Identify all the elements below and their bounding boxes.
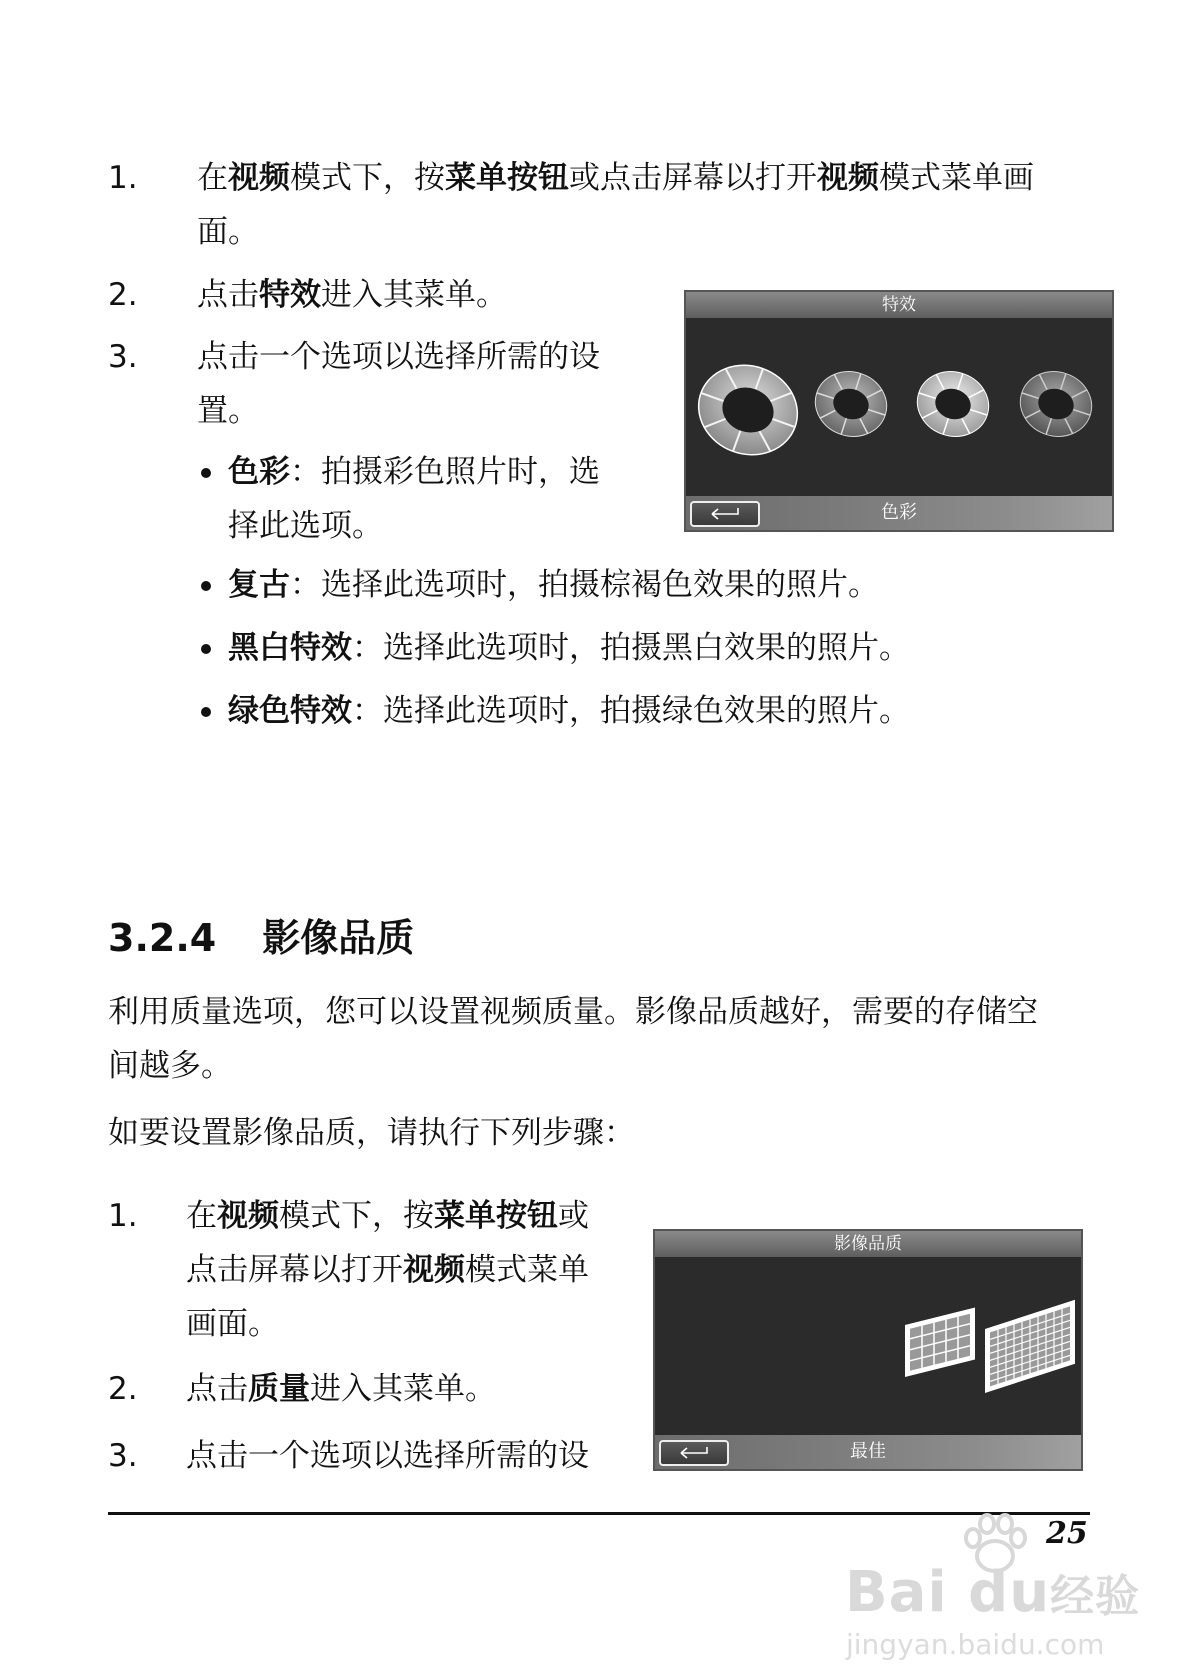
bullet-item: 绿色特效：选择此选项时，拍摄绿色效果的照片。 <box>228 693 910 729</box>
wheel-sepia-icon <box>807 362 895 445</box>
text-run: 模式菜单 <box>465 1252 589 1288</box>
text-run: 或 <box>558 1198 589 1234</box>
intro-text: 利用质量选项，您可以设置视频质量。影像品质越好，需要的存储空 <box>108 994 1038 1030</box>
text-run: 模式下，按 <box>279 1198 434 1234</box>
effects-screen <box>684 290 1114 532</box>
watermark-brand <box>845 1560 1140 1625</box>
step-number: 3. <box>108 1438 138 1474</box>
section-heading: 3.2.4 影像品质 <box>108 916 415 960</box>
bold-term: 视频 <box>228 160 290 196</box>
step-text <box>197 275 507 315</box>
step-text-cont: 面。 <box>197 214 259 250</box>
bullet-item: 色彩：拍摄彩色照片时，选 <box>228 454 600 490</box>
footer-rule <box>108 1512 1090 1515</box>
step-text <box>197 337 600 377</box>
back-arrow-icon <box>661 1442 727 1464</box>
text-run: 模式下，按 <box>290 160 445 196</box>
bullet-item: 复古：选择此选项时，拍摄棕褐色效果的照片。 <box>228 567 879 603</box>
bullet-dot <box>201 581 211 591</box>
step-number: 2. <box>108 1371 138 1407</box>
text-run: 点击 <box>186 1371 248 1407</box>
text-run: 点击一个选项以选择所需的设 <box>197 339 600 375</box>
step-text <box>186 1196 589 1236</box>
back-arrow-icon <box>692 503 758 525</box>
screen-title: 特效 <box>686 292 1112 318</box>
back-button[interactable] <box>690 501 760 527</box>
screen-selected-label: 最佳 <box>655 1435 1081 1469</box>
text-run: 或点击屏幕以打开 <box>569 160 817 196</box>
bold-term: 视频 <box>403 1252 465 1288</box>
bold-term: 菜单按钮 <box>445 160 569 196</box>
page-number: 25 <box>1046 1516 1088 1551</box>
bold-term: 特效 <box>259 277 321 313</box>
step-number: 3. <box>108 339 138 375</box>
wheel-green-icon <box>1012 362 1100 445</box>
screen-title: 影像品质 <box>655 1231 1081 1257</box>
quality-best-icon <box>985 1300 1075 1393</box>
step-text-cont: 置。 <box>197 393 259 429</box>
bold-term: 视频 <box>217 1198 279 1234</box>
bold-term: 质量 <box>248 1371 310 1407</box>
step-number: 1. <box>108 160 138 196</box>
text-run: 点击屏幕以打开 <box>186 1252 403 1288</box>
screen-selected-label: 色彩 <box>686 496 1112 530</box>
text-run: 进入其菜单。 <box>321 277 507 313</box>
quality-normal-icon <box>905 1308 975 1377</box>
bold-term: 菜单按钮 <box>434 1198 558 1234</box>
intro-text-cont: 间越多。 <box>108 1048 232 1084</box>
bullet-item: 黑白特效：选择此选项时，拍摄黑白效果的照片。 <box>228 630 910 666</box>
bullet-dot <box>201 644 211 654</box>
text-run: 模式菜单画 <box>879 160 1034 196</box>
watermark-url: jingyan.baidu.com <box>846 1628 1105 1661</box>
quality-screen <box>653 1229 1083 1471</box>
text-run: 点击一个选项以选择所需的设 <box>186 1438 589 1474</box>
step-text <box>186 1436 589 1476</box>
step-number: 2. <box>108 277 138 313</box>
step-text <box>197 158 1034 198</box>
watermark-suffix-text: 经验 <box>1050 1571 1141 1622</box>
wheel-color-icon <box>686 352 810 469</box>
text-run: 点击 <box>197 277 259 313</box>
quality-grids <box>655 1257 1081 1433</box>
text-run: 在 <box>186 1198 217 1234</box>
step-text <box>186 1369 496 1409</box>
step-text-cont: 画面。 <box>186 1306 279 1342</box>
bullet-dot <box>201 468 211 478</box>
back-button[interactable] <box>659 1440 729 1466</box>
bullet-item-cont: 择此选项。 <box>228 508 383 544</box>
wheel-bw-icon <box>909 362 997 445</box>
watermark-brand-text: Bai du <box>845 1560 1051 1625</box>
bold-term: 视频 <box>817 160 879 196</box>
bullet-dot <box>201 707 211 717</box>
effect-wheels <box>686 318 1112 494</box>
step-number: 1. <box>108 1198 138 1234</box>
text-run: 进入其菜单。 <box>310 1371 496 1407</box>
text-run: 在 <box>197 160 228 196</box>
step-text-cont <box>186 1250 589 1290</box>
intro-steps-lead: 如要设置影像品质，请执行下列步骤： <box>108 1115 635 1151</box>
